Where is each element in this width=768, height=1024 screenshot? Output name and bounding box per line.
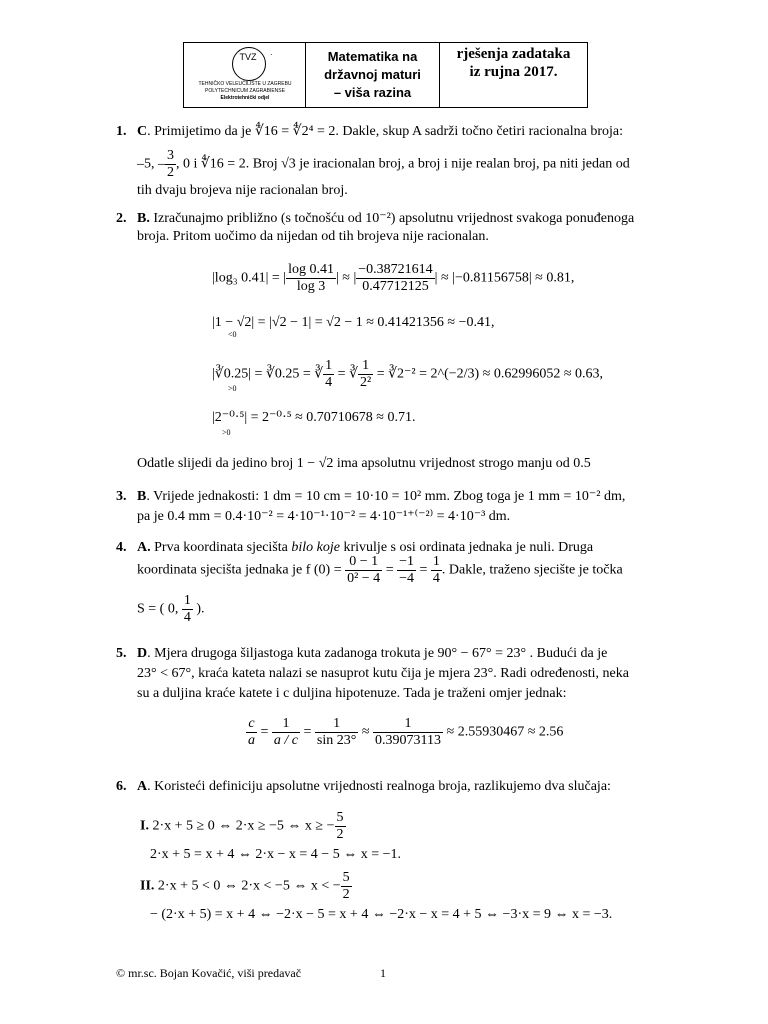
problem-1-number: 1. [116, 124, 127, 139]
case-1-line-2: 2·x + 5 = x + 4 ⇔ 2·x − x = 4 − 5 ⇔ x = −1. [150, 847, 401, 862]
problem-2-line-2: broja. Pritom uočimo da nijedan od tih brojeva nije racionalan. [137, 229, 489, 244]
problem-3-number: 3. [116, 489, 127, 504]
problem-5-line-3: su a duljina kraće katete i c duljina hipotenuze. Tada je traženi omjer jednak: [137, 686, 567, 701]
header-table [183, 42, 588, 108]
doc-title: Matematika na državnoj maturi – viša razina [306, 43, 440, 107]
equation-log: |log₃ 0.41| = | $\frac{\log 0.41}{\log 3}$ | ≈ | $\frac{-0.38721614}{0.47712125}$ | ≈ |−0.81156758| ≈ 0.81, [212, 262, 575, 294]
equation-power: |2⁻⁰·⁵| = 2⁻⁰·⁵ ≈ 0.70710678 ≈ 0.71. [212, 410, 416, 425]
equation-cbrt: |∛0.25| = ∛0.25 = ∛ $\frac{1}{4}$ = ∛ $\frac{1}{\text{2²}}$ = ∛2⁻² = 2^(−2/3) ≈ 0.62996052 ≈ 0.63, [212, 358, 604, 390]
problem-3-line-1: B. Vrijede jednakosti: 1 dm = 10 cm = 10·10 = 10² mm. Zbog toga je 1 mm = 10⁻² dm, [137, 489, 626, 504]
logo-text: TVZ [239, 52, 257, 62]
problem-4-line-1: A. Prva koordinata sjecišta bilo koje krivulje s osi ordinata jednaka je nuli. Druga [137, 540, 594, 555]
problem-2-line-1: B. Izračunajmo približno (s točnošću od 10⁻²) apsolutnu vrijednost svakoga ponuđenoga [137, 211, 635, 226]
problem-1-line-3: tih dvaju brojeva nije racionalan broj. [137, 183, 348, 198]
problem-6-line-1: A. Koristeći definiciju apsolutne vrijednosti realnoga broja, razlikujemo dva slučaja: [137, 779, 611, 794]
case-2: II. 2·x + 5 < 0 ⇔ 2·x < −5 ⇔ x < − $\frac{5}{2}$ [140, 870, 350, 902]
note-positive-1: >0 [228, 384, 237, 393]
problem-2-conclusion: Odatle slijedi da jedino broj 1 − √2 ima apsolutnu vrijednost strogo manju od 0.5 [137, 456, 591, 471]
equation-ratio: $\frac{c}{a}$ = $\frac{1}{a / c}$ = $\frac{1}{\sin 23^\circ}$ ≈ $\frac{1}{0.39073113}$ ≈ 2.55930467 ≈ 2.56 [248, 716, 564, 748]
footer-page-number: 1 [380, 966, 386, 980]
problem-5-number: 5. [116, 646, 127, 661]
problem-4-number: 4. [116, 540, 127, 555]
problem-6-number: 6. [116, 779, 127, 794]
problem-4-line-2: koordinata sjecišta jednaka je f (0) = $\frac{0 - 1}{\text{0² − 4}}$ = $\frac{-1}{-4}$ = $\frac{1}{4}$ . Dakle, traženo sjecište je točka [137, 554, 623, 586]
case-2-line-2: − (2·x + 5) = x + 4 ⇔ −2·x − 5 = x + 4 ⇔ −2·x − x = 4 + 5 ⇔ −3·x = 9 ⇔ x = −3. [150, 907, 613, 922]
logo: TVZ · TEHNIČKO VELEUČILIŠTE U ZAGREBU POLYTECHNICUM ZAGRABIENSE Elektrotehnički odjel [184, 43, 306, 107]
problem-5-line-2: 23° < 67°, kraća kateta nalazi se nasuprot kutu čija je mjera 23°. Radi određenosti, neka [137, 666, 629, 681]
note-negative: <0 [228, 330, 237, 339]
problem-3-line-2: pa je 0.4 mm = 0.4·10⁻² = 4·10⁻¹·10⁻² = 4·10⁻¹⁺⁽⁻²⁾ = 4·10⁻³ dm. [137, 509, 511, 524]
problem-2-number: 2. [116, 211, 127, 226]
logo-line-1: TEHNIČKO VELEUČILIŠTE U ZAGREBU [198, 81, 292, 87]
problem-1-line-2: –5, – $\frac{3}{2}$ , 0 i ∜16 = 2. Broj √3 je iracionalan broj, a broj i nije realan broj, pa niti jedan od [137, 148, 630, 180]
equation-sqrt: |1 − √2| = |√2 − 1| = √2 − 1 ≈ 0.41421356 ≈ −0.41, [212, 315, 495, 330]
footer-author: © mr.sc. Bojan Kovačić, viši predavač [116, 966, 302, 980]
logo-line-2: POLYTECHNICUM ZAGRABIENSE [205, 88, 285, 94]
note-positive-2: >0 [222, 428, 231, 437]
problem-1-line-1: C. Primijetimo da je ∜16 = ∜2⁴ = 2. Dakle, skup A sadrži točno četiri racionalna broja: [137, 124, 624, 139]
doc-subtitle: rješenja zadataka iz rujna 2017. [456, 46, 571, 80]
case-1: I. 2·x + 5 ≥ 0 ⇔ 2·x ≥ −5 ⇔ x ≥ − $\frac{5}{2}$ [140, 810, 344, 842]
logo-line-3: Elektrotehnički odjel [220, 95, 270, 101]
problem-5-line-1: D. Mjera drugoga šiljastoga kuta zadanoga trokuta je 90° − 67° = 23° . Budući da je [137, 646, 608, 661]
problem-4-line-3: S = ( 0, $\frac{1}{4}$ ). [137, 593, 205, 625]
